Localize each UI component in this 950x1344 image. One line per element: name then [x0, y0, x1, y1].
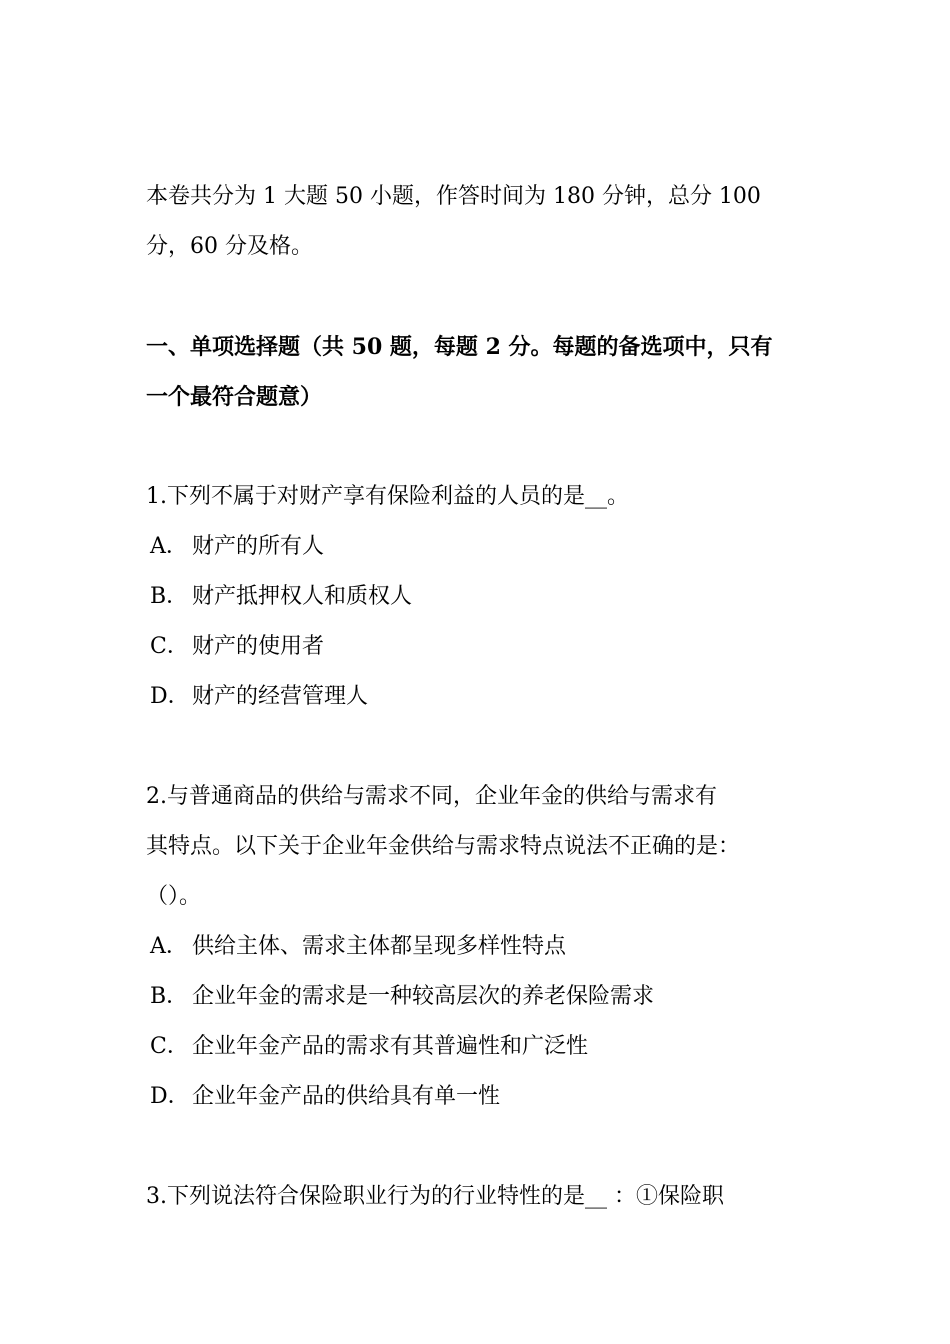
- exam-intro-line: 本卷共分为 1 大题 50 小题，作答时间为 180 分钟，总分 100: [146, 184, 761, 209]
- question-stem-line: 其特点。以下关于企业年金供给与需求特点说法不正确的是：: [146, 834, 741, 859]
- question-stem-line: 2.与普通商品的供给与需求不同，企业年金的供给与需求有: [146, 784, 717, 809]
- option-letter: B．: [150, 584, 189, 609]
- section-heading-line: 一、单项选择题（共 50 题，每题 2 分。每题的备选项中，只有: [146, 334, 773, 360]
- exam-intro: [146, 172, 826, 272]
- option-b: [146, 972, 826, 1022]
- option-text: 财产抵押权人和质权人: [192, 584, 413, 609]
- question-stem: [146, 1172, 826, 1222]
- option-c: [146, 1022, 826, 1072]
- question-stem: [146, 472, 826, 522]
- option-d: [146, 672, 826, 722]
- document-page: [146, 172, 826, 1272]
- option-b: [146, 572, 826, 622]
- question-stem-line: （）。: [146, 884, 202, 909]
- section-heading: [146, 322, 826, 422]
- option-a: [146, 522, 826, 572]
- question-stem-line: 3.下列说法符合保险职业行为的行业特性的是__ ：①保险职: [146, 1184, 724, 1209]
- question-3: [146, 1172, 826, 1222]
- option-text: 企业年金产品的供给具有单一性: [192, 1084, 501, 1109]
- option-a: [146, 922, 826, 972]
- question-1: [146, 472, 826, 722]
- option-text: 财产的经营管理人: [192, 684, 369, 709]
- question-stem: [146, 772, 826, 922]
- option-text: 企业年金产品的需求有其普遍性和广泛性: [192, 1034, 589, 1059]
- question-stem-line: 1.下列不属于对财产享有保险利益的人员的是__。: [146, 484, 629, 509]
- section-heading-line: 一个最符合题意）: [146, 384, 323, 410]
- option-text: 财产的所有人: [192, 534, 325, 559]
- option-text: 企业年金的需求是一种较高层次的养老保险需求: [192, 984, 655, 1009]
- option-text: 供给主体、需求主体都呈现多样性特点: [192, 934, 567, 959]
- option-letter: A．: [150, 534, 188, 559]
- option-letter: B．: [150, 984, 189, 1009]
- option-letter: A．: [150, 934, 188, 959]
- option-d: [146, 1072, 826, 1122]
- option-letter: C．: [150, 634, 189, 659]
- option-text: 财产的使用者: [192, 634, 325, 659]
- option-letter: D．: [150, 1084, 190, 1109]
- exam-intro-line: 分，60 分及格。: [146, 234, 313, 259]
- option-letter: C．: [150, 1034, 189, 1059]
- option-c: [146, 622, 826, 672]
- question-2: [146, 772, 826, 1122]
- option-letter: D．: [150, 684, 190, 709]
